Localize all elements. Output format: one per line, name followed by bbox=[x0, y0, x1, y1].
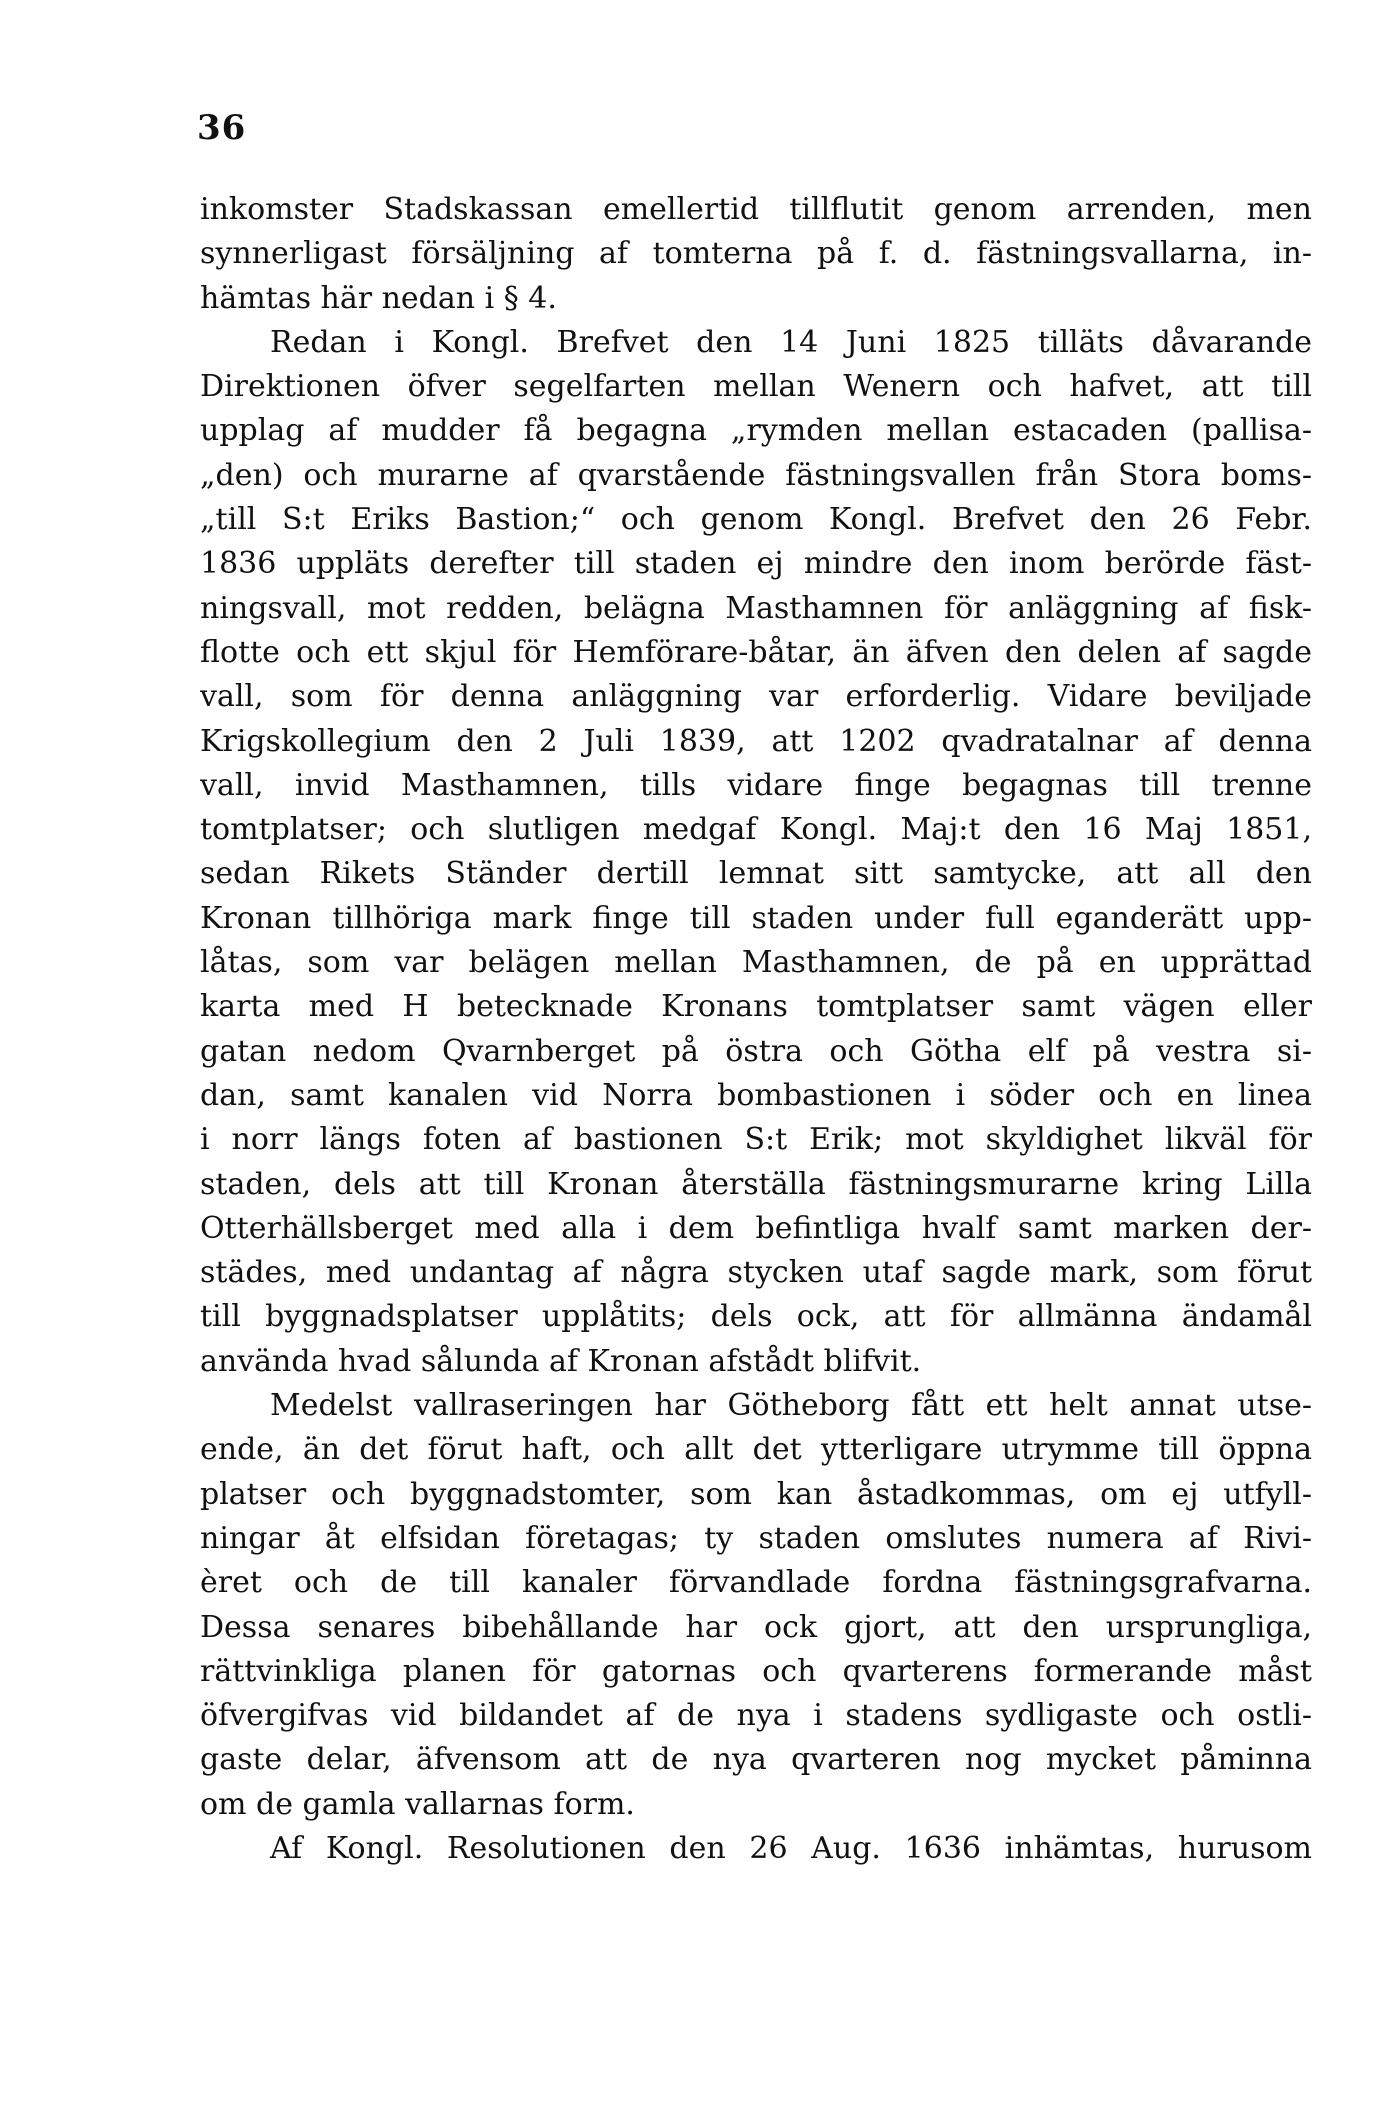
text-line: Dessa senares bibehållande har ock gjort, att den ursprungliga, bbox=[200, 1609, 1312, 1645]
text-line: Kronan tillhöriga mark finge till staden under full eganderätt upp- bbox=[200, 900, 1312, 936]
text-line: vall, invid Masthamnen, tills vidare finge begagnas till trenne bbox=[200, 767, 1312, 803]
text-line: ningar åt elfsidan företagas; ty staden omslutes numera af Rivi- bbox=[200, 1520, 1312, 1556]
text-line: i norr längs foten af bastionen S:t Erik; mot skyldighet likväl för bbox=[200, 1122, 1312, 1158]
text-line: hämtas här nedan i § 4. bbox=[200, 280, 557, 316]
text-line: tomtplatser; och slutligen medgaf Kongl. Maj:t den 16 Maj 1851, bbox=[200, 812, 1312, 848]
text-line: använda hvad sålunda af Kronan afstådt blifvit. bbox=[200, 1343, 922, 1379]
text-line: sedan Rikets Ständer dertill lemnat sitt samtycke, att all den bbox=[200, 856, 1312, 892]
text-line: „den) och murarne af qvarstående fästningsvallen från Stora boms- bbox=[200, 457, 1312, 493]
text-line: gatan nedom Qvarnberget på östra och Götha elf på vestra si- bbox=[200, 1033, 1312, 1069]
text-line: ende, än det förut haft, och allt det ytterligare utrymme till öppna bbox=[200, 1432, 1312, 1468]
text-line: Otterhällsberget med alla i dem befintliga hvalf samt marken der- bbox=[200, 1210, 1312, 1246]
text-line: låtas, som var belägen mellan Masthamnen, de på en upprättad bbox=[200, 945, 1312, 981]
text-line: inkomster Stadskassan emellertid tillflutit genom arrenden, men bbox=[200, 192, 1312, 227]
text-line: èret och de till kanaler förvandlade fordna fästningsgrafvarna. bbox=[200, 1565, 1312, 1601]
text-line: städes, med undantag af några stycken utaf sagde mark, som förut bbox=[200, 1255, 1312, 1291]
text-line: synnerligast försäljning af tomterna på f. d. fästningsvallarna, in- bbox=[200, 236, 1312, 272]
text-line: Medelst vallraseringen har Götheborg fått ett helt annat utse- bbox=[270, 1388, 1312, 1424]
text-line: „till S:t Eriks Bastion;“ och genom Kongl. Brefvet den 26 Febr. bbox=[200, 502, 1312, 538]
text-line: dan, samt kanalen vid Norra bombastionen i söder och en linea bbox=[200, 1077, 1312, 1113]
page-number: 36 bbox=[197, 108, 247, 148]
text-line: staden, dels att till Kronan återställa fästningsmurarne kring Lilla bbox=[200, 1166, 1312, 1202]
text-line: Direktionen öfver segelfarten mellan Wenern och hafvet, att till bbox=[200, 369, 1312, 405]
text-line: till byggnadsplatser upplåtits; dels ock, att för allmänna ändamål bbox=[200, 1299, 1312, 1335]
text-line: ningsvall, mot redden, belägna Masthamnen för anläggning af fisk- bbox=[200, 590, 1312, 626]
text-line: Af Kongl. Resolutionen den 26 Aug. 1636 inhämtas, hurusom bbox=[270, 1830, 1312, 1866]
text-line: 1836 uppläts derefter till staden ej mindre den inom berörde fäst- bbox=[200, 546, 1312, 582]
text-line: öfvergifvas vid bildandet af de nya i stadens sydligaste och ostli- bbox=[200, 1698, 1312, 1734]
text-line: gaste delar, äfvensom att de nya qvarteren nog mycket påminna bbox=[200, 1742, 1312, 1778]
text-line: flotte och ett skjul för Hemförare-båtar, än äfven den delen af sagde bbox=[200, 634, 1312, 670]
body-text bbox=[200, 188, 1312, 1871]
text-line: om de gamla vallarnas form. bbox=[200, 1786, 635, 1822]
text-line: Redan i Kongl. Brefvet den 14 Juni 1825 tilläts dåvarande bbox=[270, 324, 1312, 360]
text-line: platser och byggnadstomter, som kan åstadkommas, om ej utfyll- bbox=[200, 1476, 1312, 1512]
text-line: karta med H betecknade Kronans tomtplatser samt vägen eller bbox=[200, 989, 1312, 1025]
text-line: Krigskollegium den 2 Juli 1839, att 1202 qvadratalnar af denna bbox=[200, 723, 1312, 759]
text-line: vall, som för denna anläggning var erforderlig. Vidare beviljade bbox=[200, 679, 1312, 715]
text-line: rättvinkliga planen för gatornas och qvarterens formerande måst bbox=[200, 1653, 1312, 1689]
text-line: upplag af mudder få begagna „rymden mellan estacaden (pallisa- bbox=[200, 413, 1312, 449]
